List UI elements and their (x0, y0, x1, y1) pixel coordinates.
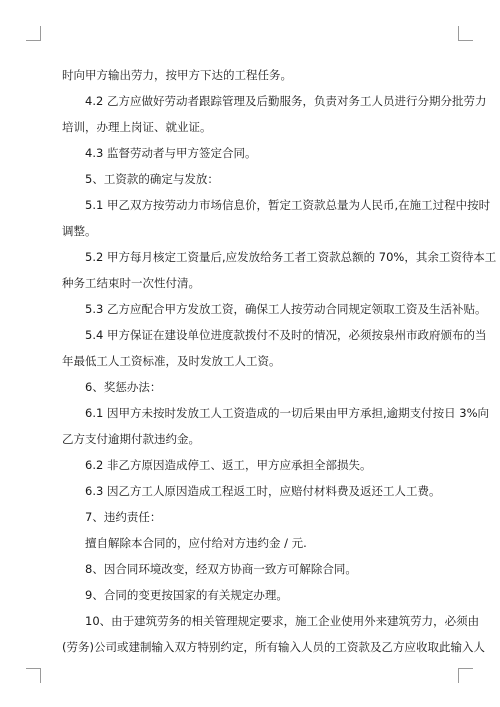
text-line: 擅自解除本合同的，应付给对方违约金 / 元. (85, 536, 307, 550)
text-line: 培训，办理上岗证、就业证。 (62, 120, 212, 134)
text-line: 调整。 (62, 224, 97, 238)
crop-mark-bottom-right (458, 668, 473, 683)
text-line: 6.1 因甲方未按时发放工人工资造成的一切后果由甲方承担,逾期支付按日 3%向 (85, 406, 489, 420)
text-line: 4.2 乙方应做好劳动者跟踪管理及后勤服务，负责对务工人员进行分期分批劳力 (85, 94, 487, 108)
contract-body (62, 62, 497, 660)
text-line: 6.2 非乙方原因造成停工、返工，甲方应承担全部损失。 (85, 458, 372, 472)
text-line: 乙方支付逾期付款违约金。 (62, 432, 200, 446)
text-line: 7、违约责任： (85, 510, 162, 524)
text-line: (劳务)公司或建制输入双方特别约定，所有输入人员的工资款及乙方应收取此输入人 (62, 640, 485, 654)
text-line: 4.3 监督劳动者与甲方签定合同。 (85, 146, 257, 160)
crop-mark-top-right (458, 26, 473, 41)
text-line: 时向甲方输出劳力，按甲方下达的工程任务。 (62, 68, 292, 82)
text-line: 5.3 乙方应配合甲方发放工资，确保工人按劳动合同规定领取工资及生活补贴。 (85, 302, 487, 316)
text-line: 年最低工人工资标准，及时发放工人工资。 (62, 354, 281, 368)
text-line: 5、工资款的确定与发放： (85, 172, 219, 186)
text-line: 6.3 因乙方工人原因造成工程返工时，应赔付材料费及返还工人工费。 (85, 484, 441, 498)
text-line: 10、由于建筑劳务的相关管理规定要求，施工企业使用外来建筑劳力，必须由 (85, 614, 480, 628)
text-line: 种务工结束时一次性付清。 (62, 276, 200, 290)
text-line: 9、合同的变更按国家的有关规定办理。 (85, 588, 288, 602)
crop-mark-top-left (26, 26, 41, 41)
text-line: 5.2 甲方每月核定工资量后,应发放给务工者工资款总额的 70%，其余工资待本工 (85, 250, 497, 264)
text-line: 6、奖惩办法： (85, 380, 162, 394)
crop-mark-bottom-left (26, 668, 41, 683)
text-line: 5.1 甲乙双方按劳动力市场信息价，暂定工资款总量为人民币,在施工过程中按时 (85, 198, 491, 212)
text-line: 5.4 甲方保证在建设单位进度款拨付不及时的情况，必须按泉州市政府颁布的当 (85, 328, 487, 342)
text-line: 8、因合同环境改变，经双方协商一致方可解除合同。 (85, 562, 357, 576)
